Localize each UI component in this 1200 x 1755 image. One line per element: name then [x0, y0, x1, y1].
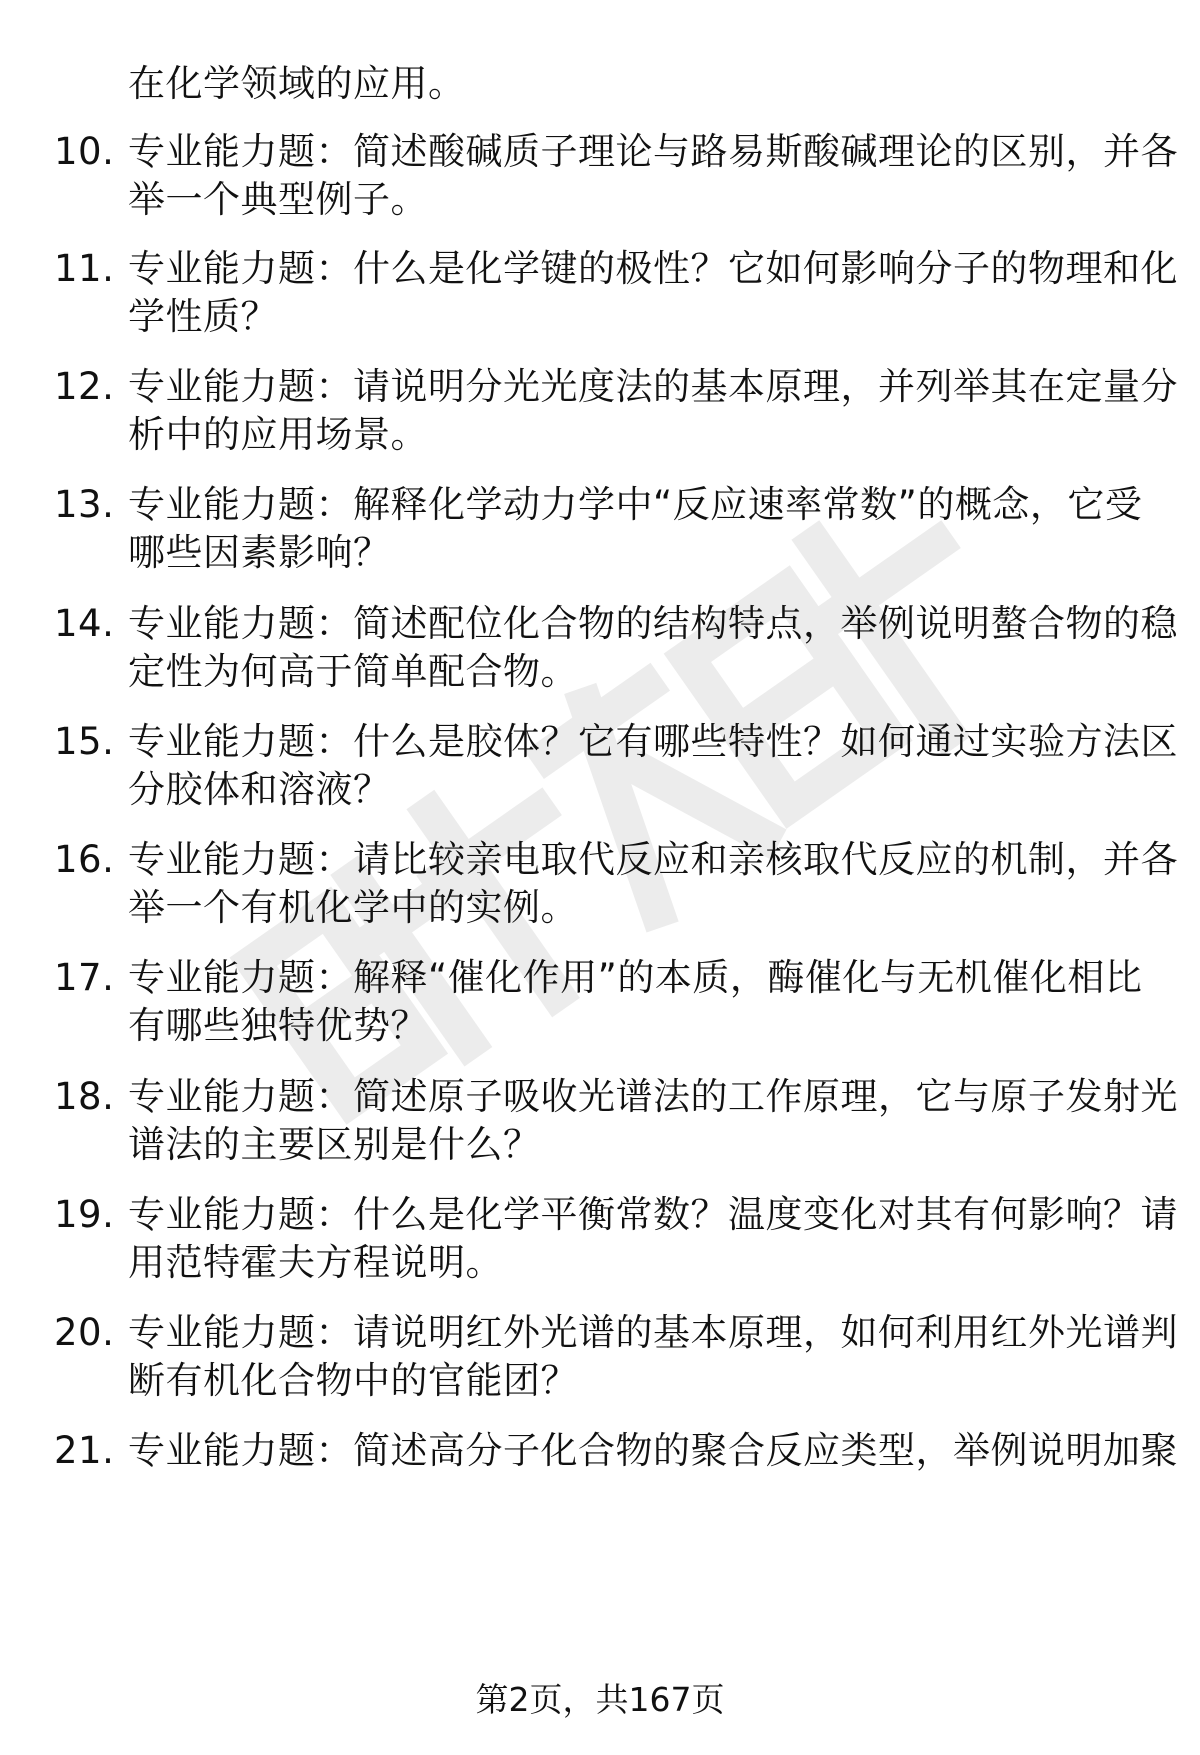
item-text-line: 举一个有机化学中的实例。 [128, 886, 578, 929]
item-text-line: 定性为何高于简单配合物。 [128, 650, 578, 693]
item-number: 11. [54, 247, 115, 290]
item-number: 12. [54, 365, 115, 408]
item-text-line: 专业能力题：什么是胶体？它有哪些特性？如何通过实验方法区 [128, 720, 1178, 763]
item-text-line: 专业能力题：简述酸碱质子理论与路易斯酸碱理论的区别，并各 [128, 130, 1178, 173]
item-text-line: 专业能力题：简述原子吸收光谱法的工作原理，它与原子发射光 [128, 1075, 1178, 1118]
item-text-line: 学性质？ [128, 295, 278, 338]
item-number: 13. [54, 483, 115, 526]
item-number: 19. [54, 1193, 115, 1236]
item-text-line: 专业能力题：请说明分光光度法的基本原理，并列举其在定量分 [128, 365, 1178, 408]
item-number: 20. [54, 1311, 115, 1354]
item-text-line: 用范特霍夫方程说明。 [128, 1241, 503, 1284]
item-text-line: 专业能力题：什么是化学键的极性？它如何影响分子的物理和化 [128, 247, 1178, 290]
item-number: 14. [54, 602, 115, 645]
item-text-line: 在化学领域的应用。 [128, 62, 466, 105]
item-text-line: 断有机化合物中的官能团？ [128, 1359, 578, 1402]
page-number-footer: 第2页，共167页 [475, 1680, 725, 1719]
item-text-line: 哪些因素影响？ [128, 531, 391, 574]
item-number: 16. [54, 838, 115, 881]
item-text-line: 举一个典型例子。 [128, 178, 428, 221]
item-text-line: 专业能力题：什么是化学平衡常数？温度变化对其有何影响？请 [128, 1193, 1178, 1236]
item-text-line: 专业能力题：请比较亲电取代反应和亲核取代反应的机制，并各 [128, 838, 1178, 881]
item-text-line: 专业能力题：解释“催化作用”的本质，酶催化与无机催化相比 [128, 956, 1143, 999]
item-number: 15. [54, 720, 115, 763]
item-number: 10. [54, 130, 115, 173]
item-text-line: 有哪些独特优势？ [128, 1004, 428, 1047]
item-text-line: 分胶体和溶液？ [128, 768, 391, 811]
item-text-line: 谱法的主要区别是什么？ [128, 1123, 541, 1166]
item-text-line: 专业能力题：简述高分子化合物的聚合反应类型，举例说明加聚 [128, 1429, 1178, 1472]
item-text-line: 专业能力题：解释化学动力学中“反应速率常数”的概念，它受 [128, 483, 1143, 526]
item-number: 18. [54, 1075, 115, 1118]
item-text-line: 专业能力题：简述配位化合物的结构特点，举例说明螯合物的稳 [128, 602, 1178, 645]
item-number: 17. [54, 956, 115, 999]
item-text-line: 专业能力题：请说明红外光谱的基本原理，如何利用红外光谱判 [128, 1311, 1178, 1354]
item-text-line: 析中的应用场景。 [128, 413, 428, 456]
item-number: 21. [54, 1429, 115, 1472]
